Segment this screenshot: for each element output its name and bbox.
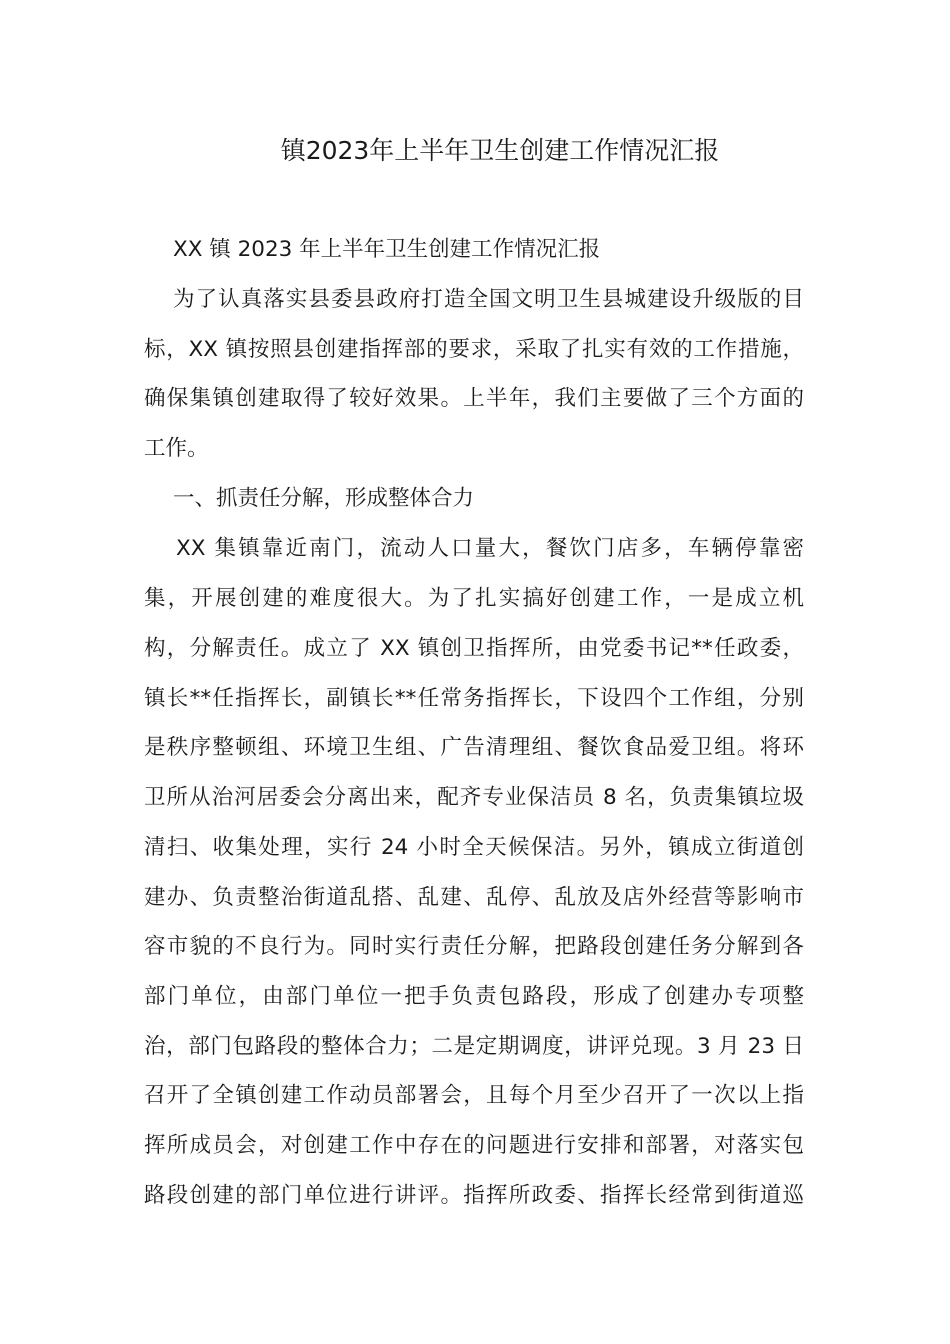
document-title: 镇2023年上半年卫生创建工作情况汇报 (280, 136, 720, 165)
paragraph-line: 建办、负责整治街道乱搭、乱建、乱停、乱放及店外经营等影响市 (144, 885, 804, 910)
paragraph-line: 清扫、收集处理，实行 24 小时全天候保洁。另外，镇成立街道创 (144, 835, 804, 860)
paragraph-line: 是秩序整顿组、环境卫生组、广告清理组、餐饮食品爱卫组。将环 (144, 735, 804, 760)
paragraph-line: 构，分解责任。成立了 XX 镇创卫指挥所，由党委书记**任政委， (144, 636, 804, 661)
paragraph-line: 工作。 (144, 436, 209, 461)
paragraph-line: 部门单位，由部门单位一把手负责包路段，形成了创建办专项整 (144, 984, 804, 1009)
paragraph-line: 标，XX 镇按照县创建指挥部的要求，采取了扎实有效的工作措施， (144, 337, 804, 362)
paragraph-line: 路段创建的部门单位进行讲评。指挥所政委、指挥长经常到街道巡 (144, 1183, 804, 1208)
paragraph-line: 确保集镇创建取得了较好效果。上半年，我们主要做了三个方面的 (144, 386, 804, 411)
paragraph-line: 容市貌的不良行为。同时实行责任分解，把路段创建任务分解到各 (144, 934, 804, 959)
paragraph-line: 挥所成员会，对创建工作中存在的问题进行安排和部署，对落实包 (144, 1133, 804, 1158)
paragraph-line: 镇长**任指挥长，副镇长**任常务指挥长，下设四个工作组，分别 (144, 686, 804, 711)
paragraph-line: 为了认真落实县委县政府打造全国文明卫生县城建设升级版的目 (173, 287, 804, 312)
paragraph-line: 治，部门包路段的整体合力；二是定期调度，讲评兑现。3 月 23 日 (144, 1034, 804, 1059)
subtitle-line: XX 镇 2023 年上半年卫生创建工作情况汇报 (173, 237, 601, 262)
paragraph-line: 召开了全镇创建工作动员部署会，且每个月至少召开了一次以上指 (144, 1083, 804, 1108)
paragraph-line: XX 集镇靠近南门，流动人口量大，餐饮门店多，车辆停靠密 (176, 536, 804, 561)
section-heading: 一、抓责任分解，形成整体合力 (173, 486, 475, 511)
paragraph-line: 集，开展创建的难度很大。为了扎实搞好创建工作，一是成立机 (144, 586, 804, 611)
paragraph-line: 卫所从治河居委会分离出来，配齐专业保洁员 8 名，负责集镇垃圾 (144, 785, 804, 810)
